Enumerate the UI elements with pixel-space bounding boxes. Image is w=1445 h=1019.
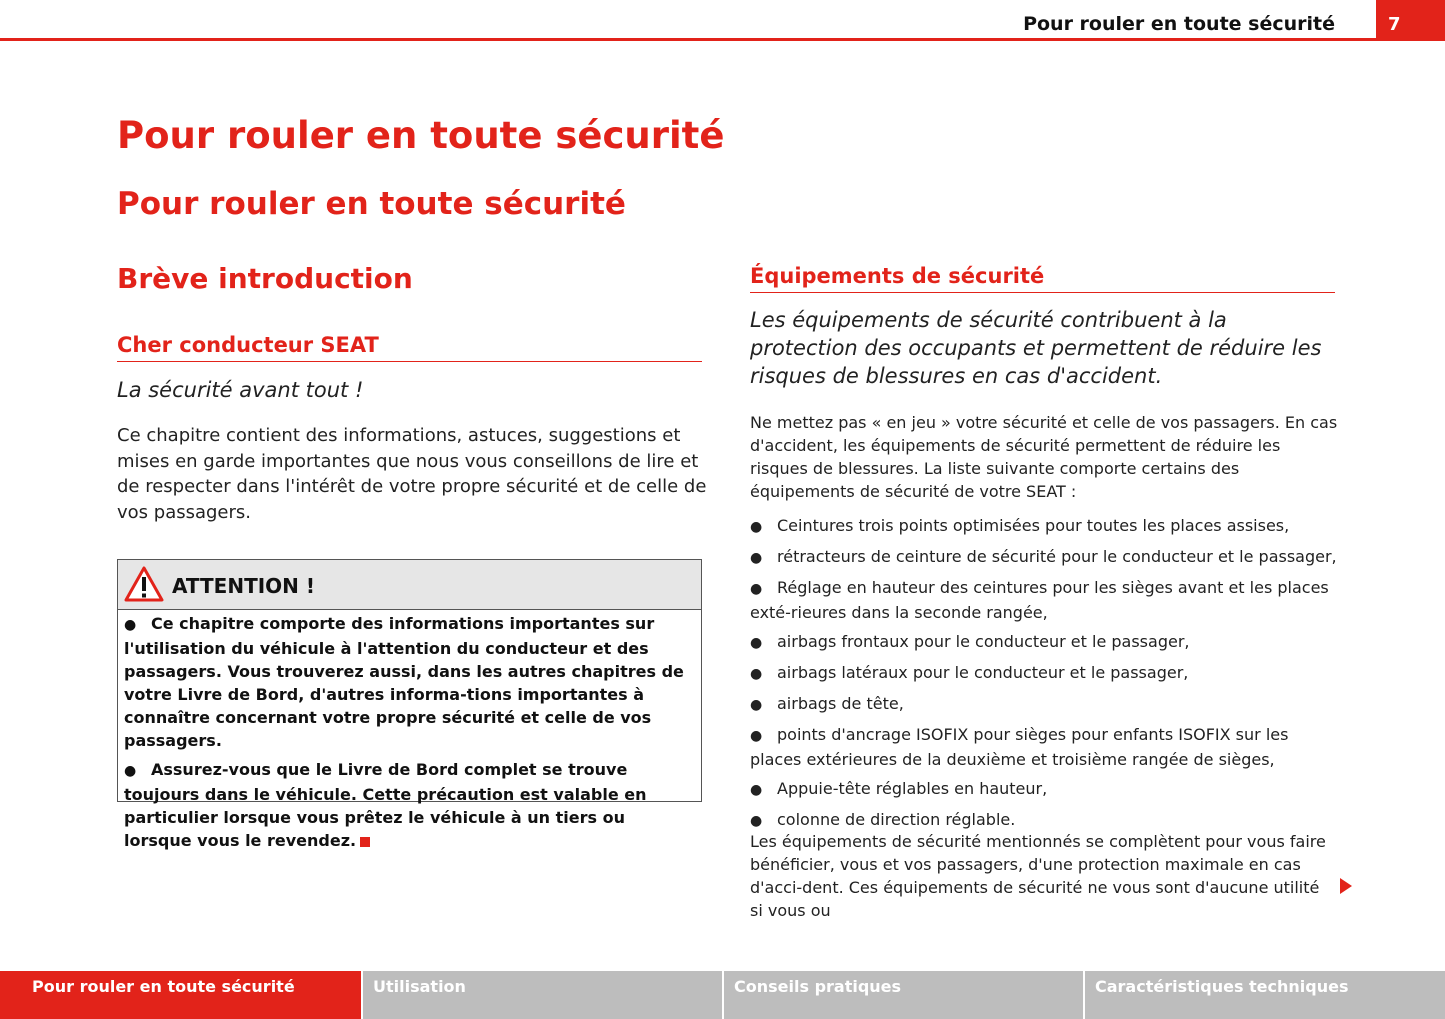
list-item: ● Ceintures trois points optimisées pour toutes les places assises, [750,516,1290,535]
section-title: Pour rouler en toute sécurité [117,186,626,222]
attention-item: ● Ce chapitre comporte des informations importantes sur l'utilisation du véhicule à l'attention du conducteur et des passagers. Vous trouverez aussi, dans les autres chapitres de votre Livre de Bord, d'autres informa-tions importantes à connaître concernant votre propre sécurité et celle de vos passagers. [124,614,684,750]
safety-equipment-list [750,514,1340,839]
attention-item: ● Assurez-vous que le Livre de Bord complet se trouve toujours dans le véhicule. Cette précaution est valable en particulier lorsque vous prêtez le véhicule à un tiers ou lorsque vous le revendez. [124,760,647,850]
tab-technical-data[interactable]: Caractéristiques techniques [1085,971,1445,1019]
attention-label: ATTENTION ! [172,574,315,598]
list-item: ● Appuie-tête réglables en hauteur, [750,779,1048,798]
list-item: ● points d'ancrage ISOFIX pour sièges pour enfants ISOFIX sur les places extérieures de la deuxième et troisième rangée de sièges, [750,725,1289,769]
list-item: ● airbags latéraux pour le conducteur et le passager, [750,663,1189,682]
list-item: ● rétracteurs de ceinture de sécurité pour le conducteur et le passager, [750,547,1337,566]
next-page-arrow-icon[interactable] [1340,878,1352,894]
list-item: ● airbags frontaux pour le conducteur et le passager, [750,632,1190,651]
list-item: ● colonne de direction réglable. [750,810,1016,829]
attention-header [118,560,701,610]
tab-safety[interactable]: Pour rouler en toute sécurité [0,971,361,1019]
right-paragraph-2: Les équipements de sécurité mentionnés se complètent pour vous faire bénéficier, vous et vos passagers, d'une protection maximale en cas d'acci-dent. Ces équipements de sécurité ne vous sont d'aucune utilité si vous ou [750,832,1326,920]
left-lead: La sécurité avant tout ! [117,378,364,402]
attention-box [117,559,702,850]
tab-operation[interactable]: Utilisation [363,971,722,1019]
right-paragraph-1: Ne mettez pas « en jeu » votre sécurité et celle de vos passagers. En cas d'accident, les équipements de sécurité permettent de réduire les risques de blessures. La liste suivante comporte certains des équipements de sécurité de votre SEAT : [750,413,1338,501]
left-section-heading: Cher conducteur SEAT [117,333,702,362]
list-item: ● airbags de tête, [750,694,904,713]
tab-practical-tips[interactable]: Conseils pratiques [724,971,1083,1019]
header-rule [0,38,1445,41]
chapter-title: Pour rouler en toute sécurité [117,114,725,157]
running-header-title: Pour rouler en toute sécurité [1023,13,1335,35]
attention-body [118,610,701,852]
list-item: ● Réglage en hauteur des ceintures pour les sièges avant et les places exté-rieures dans la seconde rangée, [750,578,1329,622]
intro-title: Brève introduction [117,262,413,295]
page-number: 7 [1376,0,1445,41]
right-section-heading: Équipements de sécurité [750,264,1335,293]
section-end-mark [360,837,370,847]
right-lead: Les équipements de sécurité contribuent à la protection des occupants et permettent de réduire les risques de blessures en cas d'accident. [750,308,1322,388]
warning-triangle-icon [124,566,164,602]
chapter-tabs [0,971,1445,1019]
left-paragraph: Ce chapitre contient des informations, astuces, suggestions et mises en garde importantes que nous vous conseillons de lire et de respecter dans l'intérêt de votre propre sécurité et de celle de vos passagers. [117,425,707,523]
